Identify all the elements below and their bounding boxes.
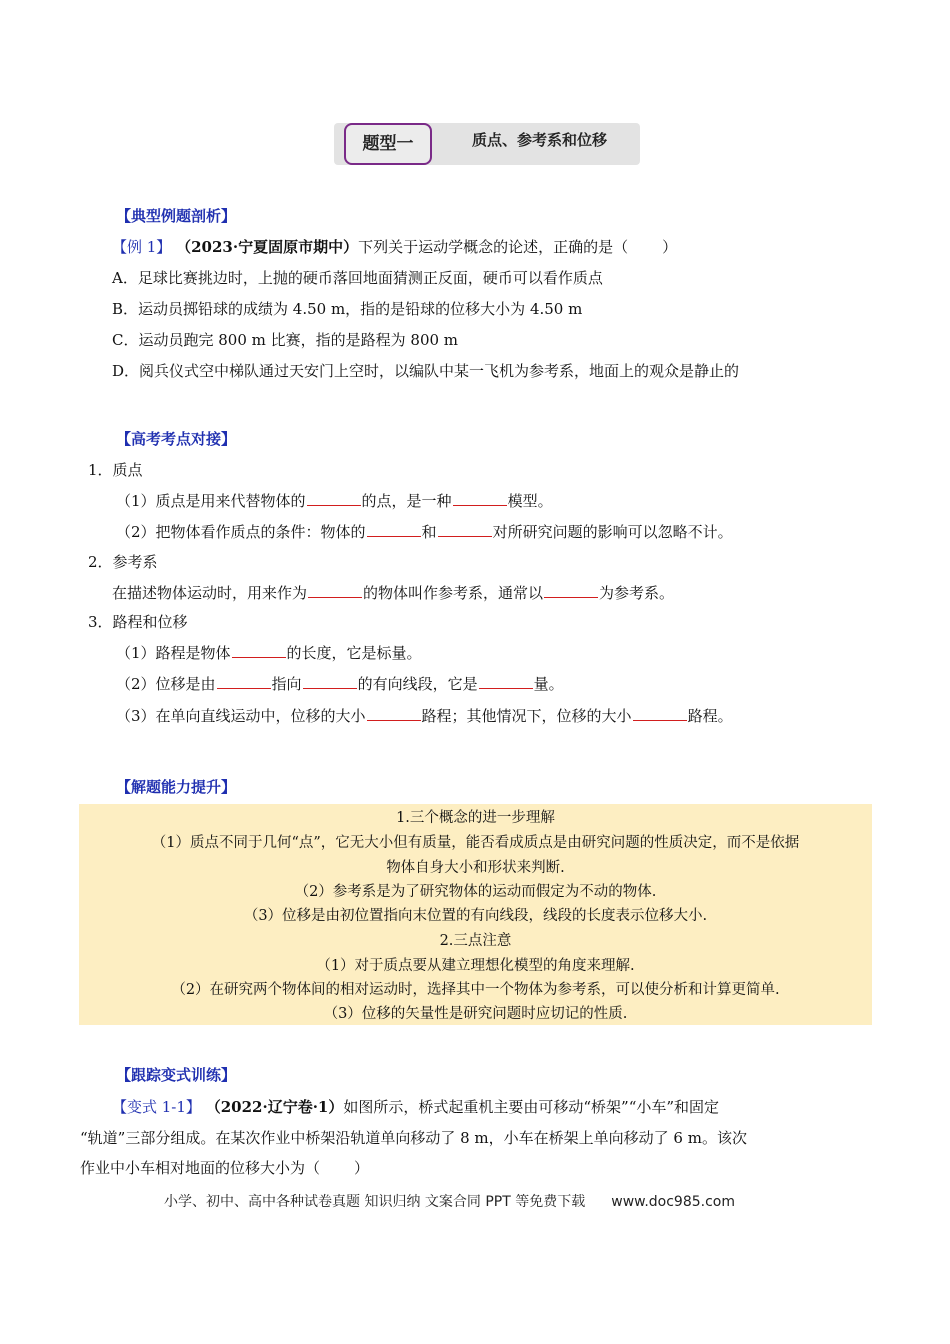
section-heading-ability: 【解题能力提升】 [116, 778, 237, 796]
point-1-1: （1）质点是用来代替物体的 的点，是一种 模型。 [116, 492, 553, 510]
point-3: 3．路程和位移 [88, 613, 188, 631]
example-question: 【例 1】 （2023·宁夏固原市期中）下列关于运动学概念的论述，正确的是（ ） [112, 238, 678, 256]
point-2: 2．参考系 [88, 553, 158, 571]
tips-line: （3）位移是由初位置指向末位置的有向线段，线段的长度表示位移大小. [243, 908, 708, 924]
option-c: C．运动员跑完 800 m 比赛，指的是路程为 800 m [112, 331, 459, 349]
point-1-2: （2）把物体看作质点的条件：物体的 和 对所研究问题的影响可以忽略不计。 [116, 523, 733, 541]
tips-line: （3）位移的矢量性是研究问题时应切记的性质. [323, 1006, 628, 1022]
tips-line: （2）参考系是为了研究物体的运动而假定为不动的物体. [294, 884, 657, 900]
variant-line-1: 【变式 1-1】 （2022·辽宁卷·1）如图所示，桥式起重机主要由可移动“桥架”“小车”和固定 [112, 1098, 720, 1116]
example-source: （2023·宁夏固原市期中） [176, 238, 359, 256]
tips-line: 2.三点注意 [439, 933, 512, 949]
section-heading-example: 【典型例题剖析】 [116, 207, 237, 225]
variant-line-2: “轨道”三部分组成。在某次作业中桥架沿轨道单向移动了 8 m，小车在桥架上单向移动了 6 m。该次 [80, 1129, 747, 1147]
option-a: A．足球比赛挑边时，上抛的硬币落回地面猜测正反面，硬币可以看作质点 [112, 269, 603, 287]
example-label: 【例 1】 [112, 238, 172, 256]
section-heading-practice: 【跟踪变式训练】 [116, 1066, 237, 1084]
example-stem: 下列关于运动学概念的论述，正确的是（ [358, 238, 629, 256]
variant-label: 【变式 1-1】 [112, 1098, 201, 1116]
point-3-2: （2）位移是由 指向 的有向线段，它是 量。 [116, 675, 564, 693]
footer-site[interactable]: www.doc985.com [611, 1194, 735, 1210]
tips-line: 1.三个概念的进一步理解 [396, 810, 555, 826]
variant-line-3: 作业中小车相对地面的位移大小为（ ） [80, 1159, 370, 1177]
topic-title: 质点、参考系和位移 [472, 131, 608, 149]
tips-box [79, 804, 872, 1025]
tips-line: （1）对于质点要从建立理想化模型的角度来理解. [316, 958, 635, 974]
option-b: B．运动员掷铅球的成绩为 4.50 m，指的是铅球的位移大小为 4.50 m [112, 300, 583, 318]
topic-banner [334, 123, 640, 165]
tips-line: 物体自身大小和形状来判断. [386, 860, 565, 876]
point-3-3: （3）在单向直线运动中，位移的大小 路程；其他情况下，位移的大小 路程。 [116, 707, 733, 725]
tips-line: （1）质点不同于几何“点”，它无大小但有质量，能否看成质点是由研究问题的性质决定，而不是依据 [151, 835, 800, 851]
point-3-1: （1）路程是物体 的长度，它是标量。 [116, 644, 422, 662]
section-heading-exam: 【高考考点对接】 [116, 430, 237, 448]
footer-text: 小学、初中、高中各种试卷真题 知识归纳 文案合同 PPT 等免费下载 [164, 1194, 586, 1210]
point-1: 1．质点 [88, 461, 143, 479]
option-d: D．阅兵仪式空中梯队通过天安门上空时，以编队中某一飞机为参考系，地面上的观众是静止的 [112, 362, 740, 380]
variant-source: （2022·辽宁卷·1） [205, 1098, 344, 1116]
tips-line: （2）在研究两个物体间的相对运动时，选择其中一个物体为参考系，可以使分析和计算更简单. [171, 982, 780, 998]
footer [164, 1191, 735, 1211]
point-2-text: 在描述物体运动时，用来作为 的物体叫作参考系，通常以 为参考系。 [112, 584, 675, 602]
topic-tag: 题型一 [344, 123, 432, 165]
